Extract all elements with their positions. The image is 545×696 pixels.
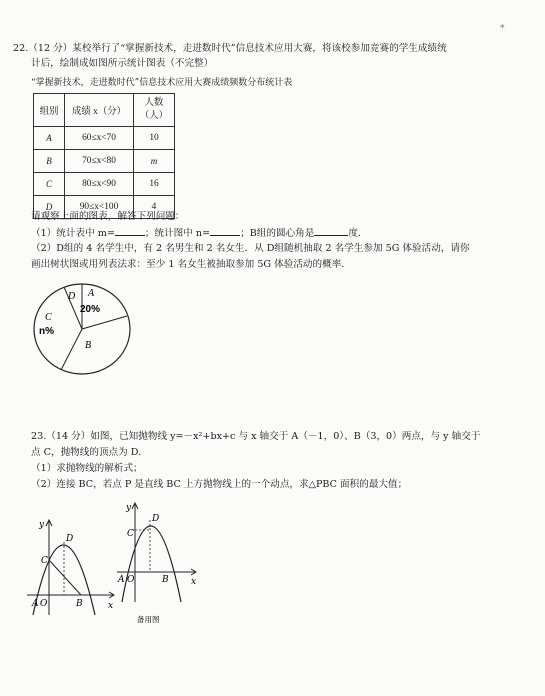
pie-label-a: A	[88, 288, 95, 299]
table-row	[34, 173, 175, 196]
q23-part1: （1）求抛物线的解析式；	[31, 463, 143, 474]
label-y: y	[39, 520, 45, 530]
part1-text-b: ；统计图中 n=	[144, 228, 211, 239]
table-cell: 80≤x<90	[65, 173, 134, 196]
table-cell: 60≤x<70	[65, 127, 134, 150]
table-header-cell: 人数（人）	[134, 94, 175, 127]
label-d: D	[66, 534, 74, 544]
backup-figure	[115, 500, 200, 630]
label-o: O	[40, 599, 48, 609]
table-cell: 16	[134, 173, 175, 196]
q22-part1	[31, 226, 361, 240]
label-a: A	[118, 575, 125, 585]
label-d: D	[152, 514, 160, 524]
pie-label-b: B	[85, 340, 92, 351]
label-c: C	[127, 529, 134, 539]
pie-label-c-pct: n%	[39, 326, 54, 337]
table-row	[34, 150, 175, 173]
table-cell: 70≤x<80	[65, 150, 134, 173]
segment-bc	[49, 560, 81, 595]
pie-chart	[28, 282, 138, 382]
q22-part2-line2: 画出树状图或用列表法求：至少 1 名女生被抽取参加 5G 体验活动的概率.	[31, 259, 345, 270]
pie-label-d: D	[68, 291, 76, 302]
label-b: B	[162, 575, 169, 585]
q22-instruction: 请观察上面的图表，解答下列问题：	[31, 211, 185, 222]
table-cell: 4	[134, 196, 175, 219]
pie-divider	[82, 316, 127, 329]
answer-blank-n	[210, 226, 240, 236]
label-c: C	[41, 556, 48, 566]
q23-part2: （2）连接 BC，若点 P 是直线 BC 上方抛物线上的一个动点，求△PBC 面积的最大值；	[31, 479, 408, 490]
table-cell: B	[34, 150, 65, 173]
label-x: x	[191, 577, 197, 587]
q22-line2: 计后，绘制成如图所示统计图表（不完整）	[31, 58, 214, 69]
table-header-row	[34, 94, 175, 127]
backup-figure-caption: 备用图	[137, 615, 160, 624]
table-header-cell: 成绩 x（分）	[65, 94, 134, 127]
frequency-table	[33, 93, 175, 219]
label-b: B	[76, 599, 83, 609]
q22-table-title: “掌握新技术，走进数时代”信息技术应用大赛成绩频数分布统计表	[31, 78, 293, 88]
label-a: A	[32, 599, 39, 609]
q23-line2: 点 C，抛物线的顶点为 D.	[31, 447, 142, 458]
pie-label-c: C	[45, 312, 52, 323]
answer-blank-m	[115, 226, 145, 236]
table-row	[34, 127, 175, 150]
pie-divider	[61, 329, 82, 370]
q22-line1: 22.（12 分）某校举行了“掌握新技术，走进数时代”信息技术应用大赛，将该校参加竞赛的学生成绩统	[13, 43, 447, 54]
label-y: y	[126, 503, 132, 513]
pie-label-a-pct: 20%	[80, 304, 101, 315]
table-cell: 90≤x<100	[65, 196, 134, 219]
table-header-cell: 组别	[34, 94, 65, 127]
answer-blank-angle	[314, 226, 348, 236]
part1-text-d: 度.	[348, 228, 361, 239]
corner-mark: *	[500, 24, 505, 34]
parabola-figure	[25, 515, 120, 620]
table-cell: m	[134, 150, 175, 173]
table-cell: C	[34, 173, 65, 196]
part1-text-a: （1）统计表中 m=	[31, 228, 115, 239]
q23-line1: 23.（14 分）如图，已知抛物线 y=－x²+bx+c 与 x 轴交于 A（－1，0）、B（3，0）两点，与 y 轴交于	[31, 431, 481, 442]
table-cell: A	[34, 127, 65, 150]
part1-text-c: ；B组的圆心角是	[240, 228, 315, 239]
label-x: x	[108, 601, 114, 611]
table-cell: 10	[134, 127, 175, 150]
table-cell: D	[34, 196, 65, 219]
label-o: O	[127, 575, 135, 585]
q22-part2-line1: （2）D组的 4 名学生中，有 2 名男生和 2 名女生．从 D组随机抽取 2 名学生参加 5G 体验活动，请你	[31, 243, 470, 254]
